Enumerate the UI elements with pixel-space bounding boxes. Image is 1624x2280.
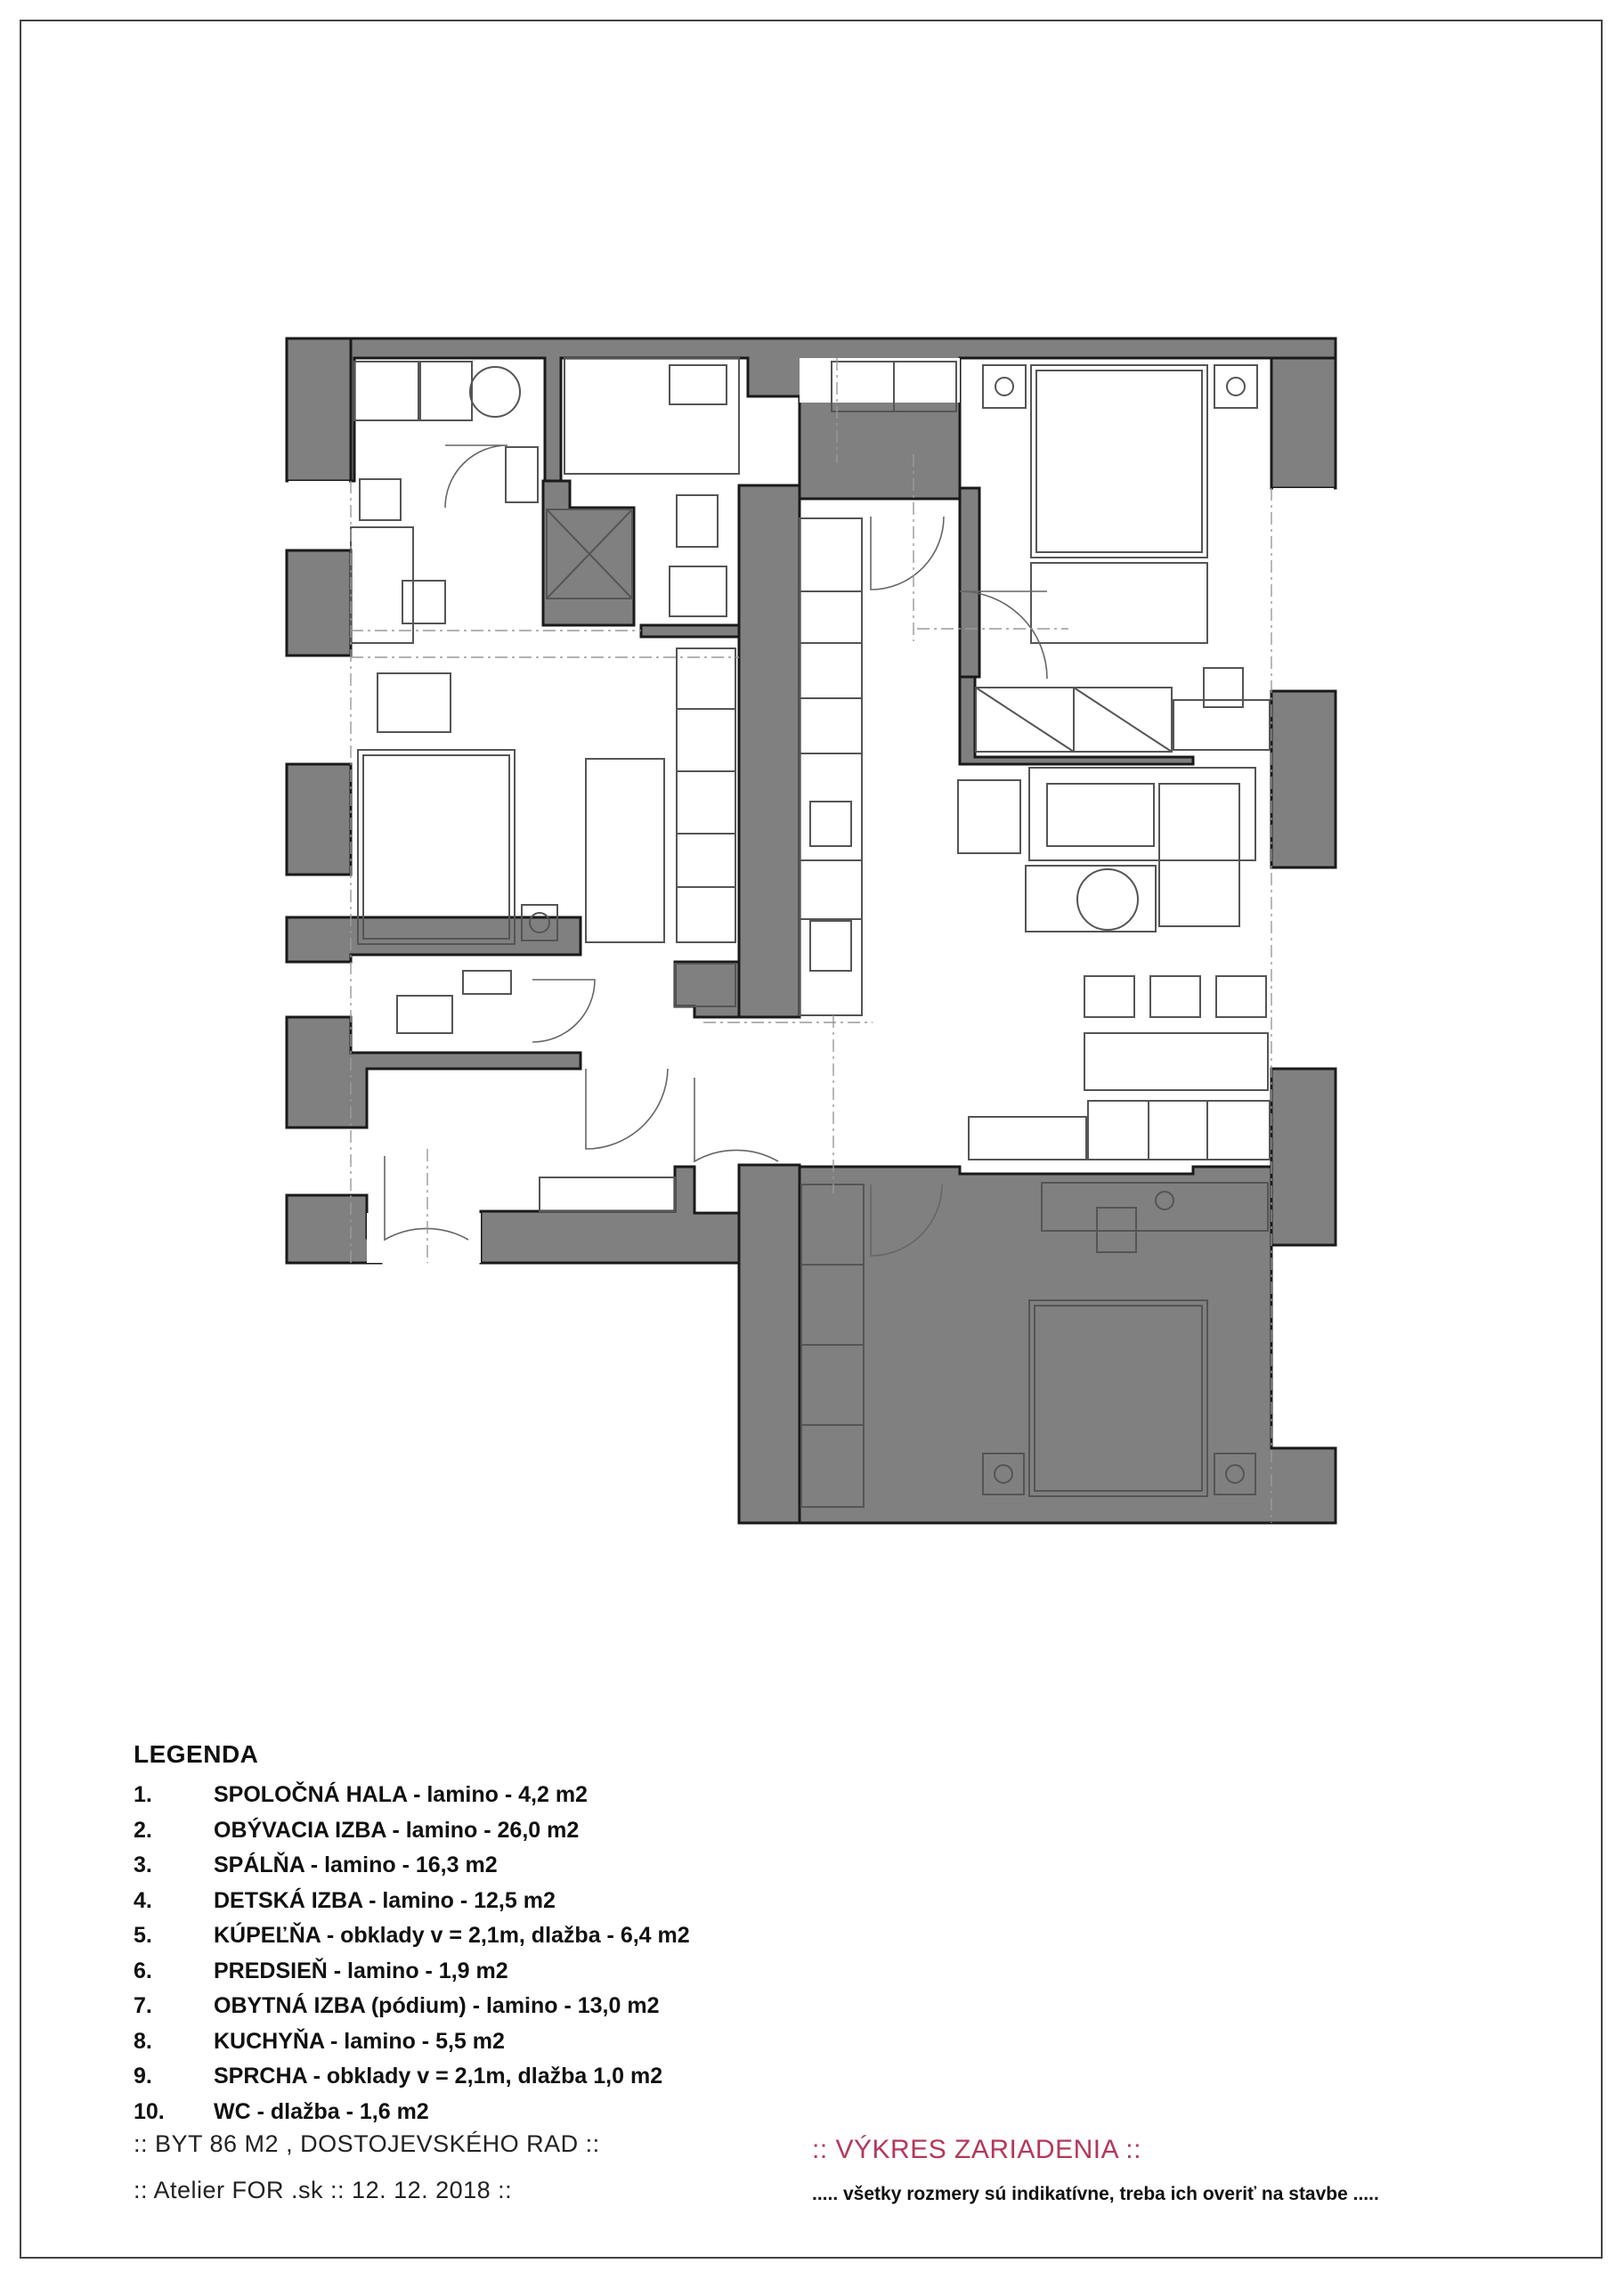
door-swing-hall-2: [694, 1078, 778, 1161]
legend-label: SPOLOČNÁ HALA - lamino - 4,2 m2: [214, 1782, 588, 1807]
lamp-1: [995, 378, 1013, 395]
legend-item: [134, 2024, 935, 2060]
legend-number: 9.: [134, 2064, 152, 2089]
window-left-2: [288, 657, 349, 762]
legend-number: 4.: [134, 1887, 152, 1913]
legend-number: 6.: [134, 1958, 152, 1983]
bed-child: [358, 750, 515, 944]
legend-number: 2.: [134, 1817, 152, 1843]
duvet-master: [1031, 563, 1207, 643]
wall-right-pier-2: [1271, 1069, 1336, 1245]
legend-item: [134, 1918, 935, 1954]
window-top-kitchen: [800, 358, 960, 403]
shower-tray: [354, 362, 418, 420]
door-swing-kitchen: [871, 517, 944, 590]
wardrobe-child: [677, 648, 735, 942]
legend-number: 10.: [134, 2098, 165, 2124]
window-right-3: [1273, 1247, 1334, 1446]
wall-right-pier-1: [1271, 691, 1336, 867]
legend-label: WC - dlažba - 1,6 m2: [214, 2098, 429, 2124]
wall-left-upper: [287, 338, 351, 481]
legend-number: 5.: [134, 1923, 152, 1948]
tv-unit: [1088, 1101, 1270, 1160]
dining-counter: [1084, 1033, 1268, 1090]
door-swing-bath: [445, 445, 508, 508]
legend-item: [134, 1778, 935, 1813]
wall-right-upper: [1271, 358, 1336, 488]
door-swing-wc: [532, 980, 595, 1042]
wall-lower-left: [739, 1165, 800, 1523]
stool-2: [1150, 976, 1200, 1017]
nightstand-2: [1214, 365, 1257, 408]
legend-item: [134, 1884, 935, 1919]
wall-spine: [739, 485, 800, 1017]
dresser-div-3: [1074, 688, 1172, 752]
stool-1: [1084, 976, 1134, 1017]
legend-item: [134, 1954, 935, 1990]
sink-lower: [670, 566, 727, 616]
kitchen-sink-unit: [564, 358, 739, 474]
legend-label: DETSKÁ IZBA - lamino - 12,5 m2: [214, 1887, 556, 1913]
window-right-2: [1273, 869, 1334, 1067]
cooktop: [810, 802, 851, 846]
armchair: [958, 780, 1020, 853]
legend-label: PREDSIEŇ - lamino - 1,9 m2: [214, 1958, 508, 1983]
legend-item: [134, 1813, 935, 1849]
drawing-title: :: VÝKRES ZARIADENIA ::: [812, 2135, 1141, 2164]
legend-label: KÚPEĽŇA - obklady v = 2,1m, dlažba - 6,4 m2: [214, 1923, 690, 1948]
desk: [351, 527, 413, 643]
bath-cabinet: [506, 447, 538, 502]
legend-item: [134, 2059, 935, 2095]
kitchen-tall-units: [800, 518, 862, 1015]
studio-date: :: Atelier FOR .sk :: 12. 12. 2018 ::: [134, 2177, 513, 2203]
chair-master: [1204, 668, 1243, 707]
wc-bowl: [397, 996, 452, 1033]
project-title: :: BYT 86 M2 , DOSTOJEVSKÉHO RAD ::: [134, 2130, 600, 2157]
bed-master-inner: [1036, 370, 1202, 552]
kitchen-sink: [810, 921, 851, 971]
wall-left-pier-2: [287, 764, 351, 875]
wall-bath-shower: [543, 481, 739, 637]
window-left-3: [288, 876, 349, 916]
washer: [420, 362, 472, 420]
wc-sink: [463, 971, 511, 994]
legend-label: SPÁLŇA - lamino - 16,3 m2: [214, 1852, 498, 1877]
sideboard: [969, 1117, 1086, 1160]
wall-bedroom-partition: [960, 488, 1193, 764]
legend-number: 3.: [134, 1852, 152, 1877]
play-mat: [586, 759, 664, 942]
chair: [402, 581, 445, 623]
coffee-table-area: [1026, 866, 1156, 932]
legend-label: SPRCHA - obklady v = 2,1m, dlažba 1,0 m2: [214, 2064, 663, 2089]
shelf-small: [360, 479, 401, 520]
wall-left-pier-1: [287, 550, 351, 656]
stool-3: [1216, 976, 1266, 1017]
basin: [670, 365, 727, 404]
toilet: [677, 495, 718, 547]
chaise: [1159, 784, 1239, 926]
dresser-div-2: [976, 688, 1074, 752]
legend-number: 1.: [134, 1782, 152, 1807]
dimensions-note: ..... všetky rozmery sú indikatívne, treba ich overiť na stavbe .....: [812, 2184, 1379, 2204]
bed-child-inner: [363, 755, 509, 939]
shoe-cabinet: [540, 1177, 675, 1211]
coffee-table: [1077, 869, 1138, 930]
washer-drum: [470, 367, 520, 417]
legend-number: 7.: [134, 1993, 152, 2018]
legend-label: KUCHYŇA - lamino - 5,5 m2: [214, 2028, 505, 2054]
door-swing-hall: [586, 1069, 668, 1149]
legend-label: OBYTNÁ IZBA (pódium) - lamino - 13,0 m2: [214, 1993, 660, 2018]
window-right-1: [1273, 488, 1334, 689]
bed-master: [1031, 365, 1207, 558]
legend-item: [134, 1989, 935, 2024]
legend-number: 8.: [134, 2028, 152, 2054]
legend-label: OBÝVACIA IZBA - lamino - 26,0 m2: [214, 1817, 580, 1843]
wall-spine-lower: [675, 962, 739, 1017]
legend-item: [134, 1848, 935, 1884]
legend-title: LEGENDA: [134, 1740, 259, 1768]
nightstand-1: [983, 365, 1026, 408]
armchair-child: [378, 673, 451, 732]
window-left: [288, 481, 349, 549]
lamp-2: [1227, 378, 1245, 395]
sofa-seat: [1047, 784, 1154, 846]
legend-item: [134, 2095, 935, 2130]
legend: [134, 1740, 935, 2129]
